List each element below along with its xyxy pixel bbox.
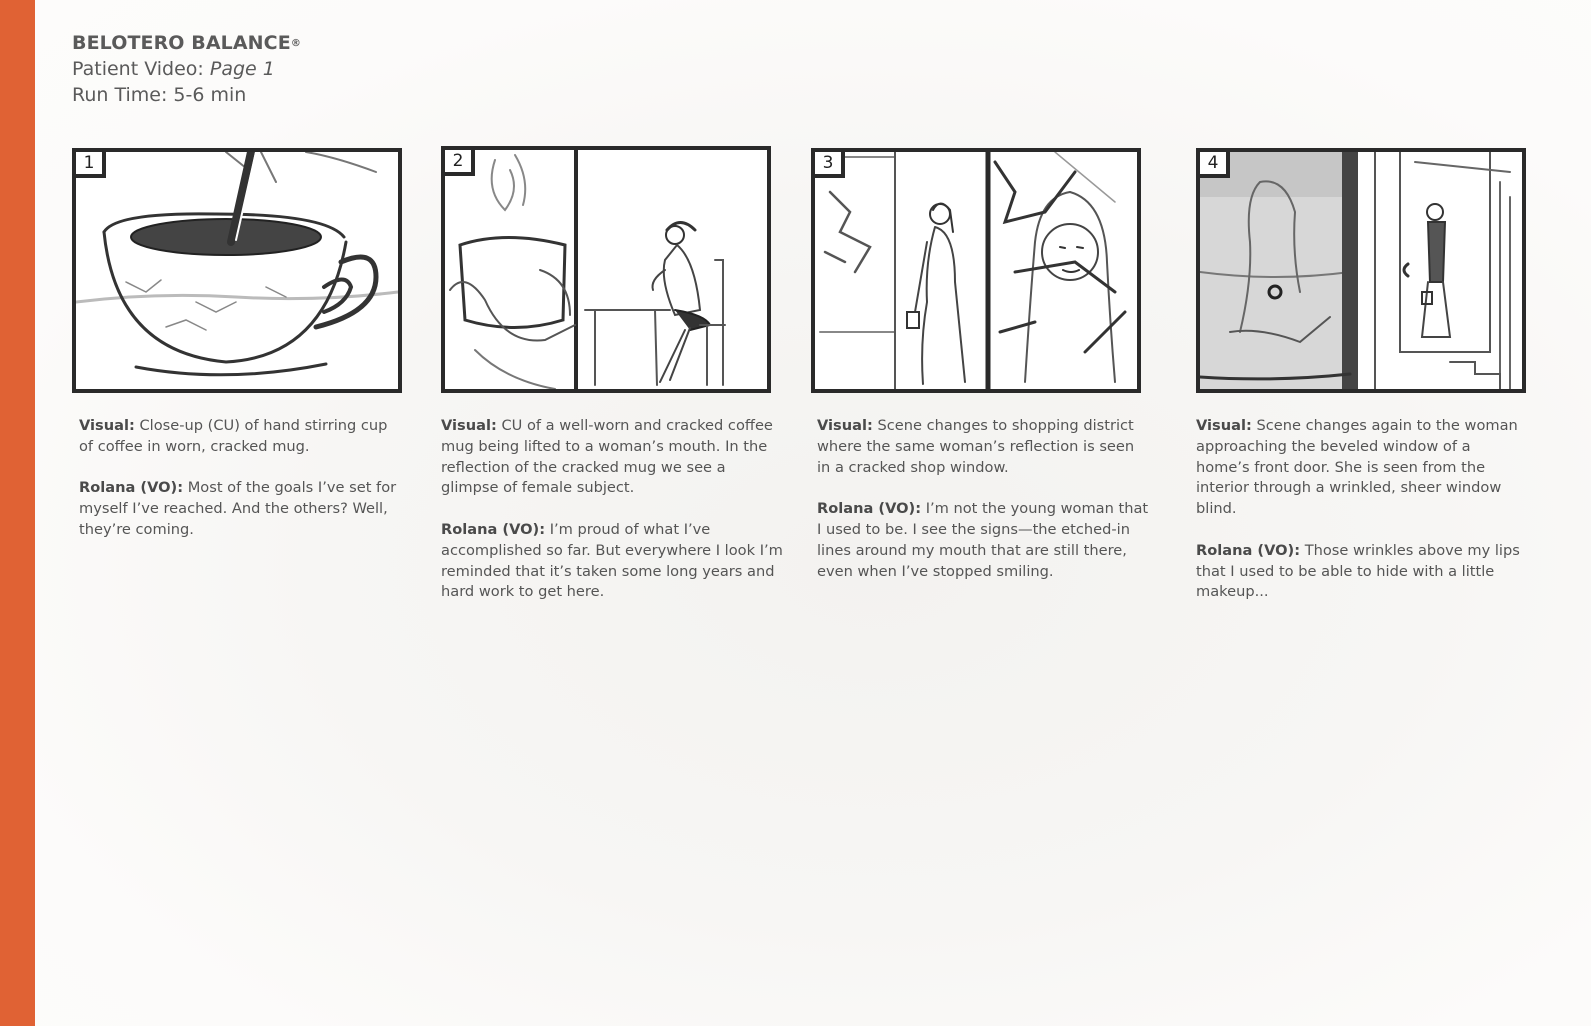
panel-4-caption xyxy=(1196,416,1521,624)
panel-number: 1 xyxy=(72,148,106,178)
visual-description: Visual: CU of a well-worn and cracked coffee mug being lifted to a woman’s mouth. In the reflection of the cracked mug we see a glimpse of female subject. xyxy=(441,417,773,497)
sketch-woman-at-front-door xyxy=(1200,152,1522,389)
panel-number: 2 xyxy=(441,146,475,176)
panel-2-caption xyxy=(441,416,786,624)
registered-mark: ® xyxy=(290,38,301,49)
panel-1-caption xyxy=(79,416,399,562)
voiceover-text: Rolana (VO): Most of the goals I’ve set for myself I’ve reached. And the others? Well, they’re coming. xyxy=(79,479,397,538)
runtime: Run Time: 5-6 min xyxy=(72,84,247,106)
storyboard-panel-2 xyxy=(441,146,771,393)
visual-description: Visual: Close-up (CU) of hand stirring cup of coffee in worn, cracked mug. xyxy=(79,417,388,455)
visual-description: Visual: Scene changes to shopping district where the same woman’s reflection is seen in a cracked shop window. xyxy=(817,417,1135,476)
storyboard-panel-3 xyxy=(811,148,1141,393)
page-label: Page 1 xyxy=(209,58,275,80)
brand-title: BELOTERO BALANCE® xyxy=(72,32,301,54)
accent-sidebar-bar xyxy=(0,0,35,1026)
voiceover-text: Rolana (VO): I’m not the young woman that I used to be. I see the signs—the etched-in lines around my mouth that are still there, even when I’ve stopped smiling. xyxy=(817,500,1149,580)
visual-description: Visual: Scene changes again to the woman approaching the beveled window of a home’s front door. She is seen from the interior through a wrinkled, sheer window blind. xyxy=(1196,417,1518,518)
panel-3-caption xyxy=(817,416,1152,603)
storyboard-panel-1 xyxy=(72,148,402,393)
sketch-shop-window-reflection xyxy=(815,152,1137,389)
sketch-mug-lifted-woman-at-table xyxy=(445,150,767,389)
sketch-coffee-cup-stirring xyxy=(76,152,398,389)
voiceover-text: Rolana (VO): I’m proud of what I’ve accomplished so far. But everywhere I look I’m reminded that it’s taken some long years and hard work to get here. xyxy=(441,520,783,601)
subtitle: Patient Video: Page 1 xyxy=(72,58,275,80)
voiceover-text: Rolana (VO): Those wrinkles above my lips that I used to be able to hide with a little makeup... xyxy=(1196,541,1520,601)
panel-number: 4 xyxy=(1196,148,1230,178)
storyboard-panel-4 xyxy=(1196,148,1526,393)
panel-number: 3 xyxy=(811,148,845,178)
document-header xyxy=(72,30,301,108)
